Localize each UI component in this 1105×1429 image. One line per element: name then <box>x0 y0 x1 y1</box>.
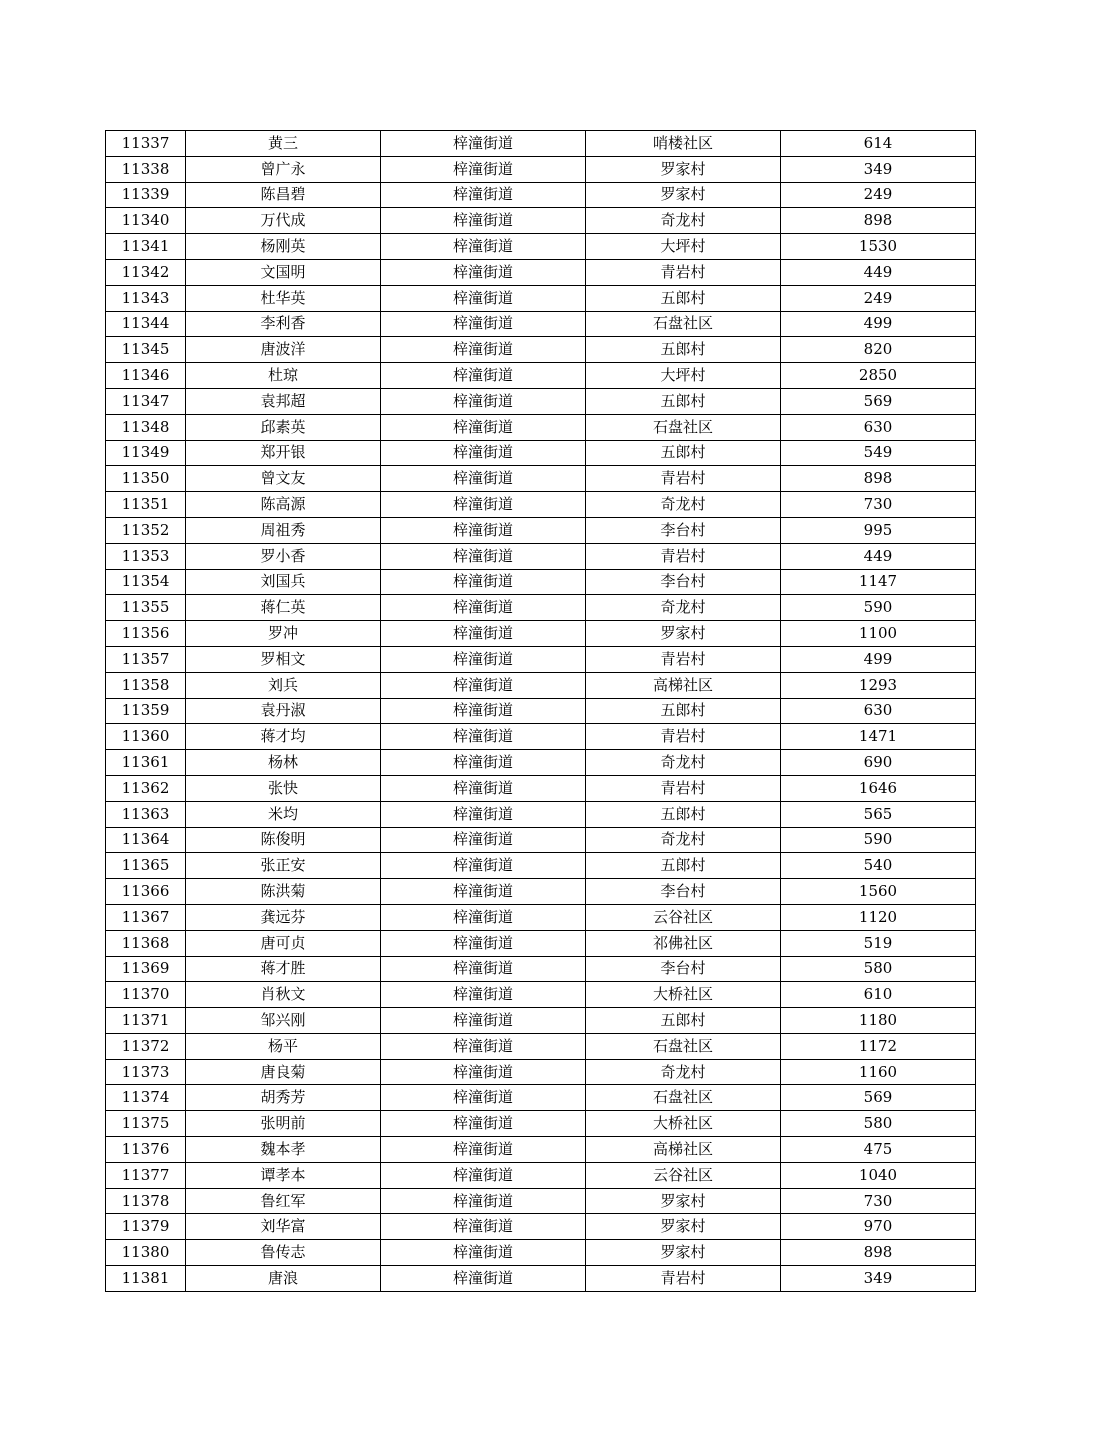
cell-name: 曾文友 <box>186 466 381 492</box>
cell-village: 奇龙村 <box>586 208 781 234</box>
cell-serial-number: 11378 <box>106 1188 186 1214</box>
cell-village: 五郎村 <box>586 440 781 466</box>
table-row <box>106 388 976 414</box>
cell-name: 谭孝本 <box>186 1162 381 1188</box>
cell-street: 梓潼街道 <box>381 750 586 776</box>
cell-amount: 449 <box>781 543 976 569</box>
cell-street: 梓潼街道 <box>381 982 586 1008</box>
cell-name: 杨林 <box>186 750 381 776</box>
cell-serial-number: 11371 <box>106 1008 186 1034</box>
cell-amount: 1530 <box>781 234 976 260</box>
cell-village: 祁佛社区 <box>586 930 781 956</box>
cell-village: 李台村 <box>586 569 781 595</box>
cell-street: 梓潼街道 <box>381 827 586 853</box>
cell-amount: 2850 <box>781 363 976 389</box>
cell-village: 石盘社区 <box>586 311 781 337</box>
cell-name: 杜琼 <box>186 363 381 389</box>
cell-village: 石盘社区 <box>586 1033 781 1059</box>
cell-village: 哨楼社区 <box>586 131 781 157</box>
cell-village: 石盘社区 <box>586 1085 781 1111</box>
cell-street: 梓潼街道 <box>381 1111 586 1137</box>
cell-serial-number: 11380 <box>106 1240 186 1266</box>
cell-name: 陈洪菊 <box>186 879 381 905</box>
cell-village: 奇龙村 <box>586 595 781 621</box>
table-row <box>106 259 976 285</box>
cell-name: 万代成 <box>186 208 381 234</box>
cell-village: 五郎村 <box>586 698 781 724</box>
cell-name: 袁邦超 <box>186 388 381 414</box>
cell-village: 五郎村 <box>586 388 781 414</box>
cell-amount: 730 <box>781 492 976 518</box>
table-row <box>106 827 976 853</box>
cell-village: 罗家村 <box>586 1188 781 1214</box>
cell-serial-number: 11352 <box>106 517 186 543</box>
table-row <box>106 517 976 543</box>
cell-street: 梓潼街道 <box>381 156 586 182</box>
cell-village: 五郎村 <box>586 337 781 363</box>
cell-serial-number: 11362 <box>106 775 186 801</box>
cell-street: 梓潼街道 <box>381 363 586 389</box>
cell-name: 罗小香 <box>186 543 381 569</box>
cell-name: 鲁红军 <box>186 1188 381 1214</box>
table-row <box>106 750 976 776</box>
cell-name: 张快 <box>186 775 381 801</box>
cell-village: 大坪村 <box>586 363 781 389</box>
cell-serial-number: 11356 <box>106 621 186 647</box>
cell-village: 罗家村 <box>586 182 781 208</box>
cell-street: 梓潼街道 <box>381 1240 586 1266</box>
cell-street: 梓潼街道 <box>381 801 586 827</box>
cell-serial-number: 11360 <box>106 724 186 750</box>
table-row <box>106 1059 976 1085</box>
cell-village: 青岩村 <box>586 724 781 750</box>
cell-name: 唐可贞 <box>186 930 381 956</box>
cell-amount: 898 <box>781 208 976 234</box>
table-row <box>106 595 976 621</box>
cell-street: 梓潼街道 <box>381 1266 586 1292</box>
cell-name: 米均 <box>186 801 381 827</box>
cell-serial-number: 11366 <box>106 879 186 905</box>
cell-village: 青岩村 <box>586 775 781 801</box>
cell-village: 奇龙村 <box>586 827 781 853</box>
table-row <box>106 1137 976 1163</box>
cell-name: 袁丹淑 <box>186 698 381 724</box>
table-row <box>106 930 976 956</box>
table-row <box>106 337 976 363</box>
cell-village: 五郎村 <box>586 1008 781 1034</box>
cell-serial-number: 11355 <box>106 595 186 621</box>
cell-serial-number: 11359 <box>106 698 186 724</box>
cell-serial-number: 11357 <box>106 646 186 672</box>
cell-amount: 1471 <box>781 724 976 750</box>
cell-amount: 590 <box>781 595 976 621</box>
cell-name: 魏本孝 <box>186 1137 381 1163</box>
cell-name: 唐良菊 <box>186 1059 381 1085</box>
cell-serial-number: 11353 <box>106 543 186 569</box>
table-row <box>106 904 976 930</box>
cell-street: 梓潼街道 <box>381 388 586 414</box>
cell-name: 肖秋文 <box>186 982 381 1008</box>
cell-name: 周祖秀 <box>186 517 381 543</box>
table-row <box>106 801 976 827</box>
cell-name: 唐浪 <box>186 1266 381 1292</box>
table-row <box>106 492 976 518</box>
cell-amount: 1040 <box>781 1162 976 1188</box>
cell-amount: 1100 <box>781 621 976 647</box>
cell-village: 云谷社区 <box>586 1162 781 1188</box>
cell-name: 曾广永 <box>186 156 381 182</box>
table-row <box>106 853 976 879</box>
table-row <box>106 1240 976 1266</box>
cell-serial-number: 11343 <box>106 285 186 311</box>
cell-street: 梓潼街道 <box>381 234 586 260</box>
cell-name: 陈高源 <box>186 492 381 518</box>
cell-serial-number: 11369 <box>106 956 186 982</box>
cell-name: 罗相文 <box>186 646 381 672</box>
cell-village: 奇龙村 <box>586 750 781 776</box>
cell-street: 梓潼街道 <box>381 904 586 930</box>
cell-village: 青岩村 <box>586 466 781 492</box>
cell-amount: 1180 <box>781 1008 976 1034</box>
cell-name: 龚远芬 <box>186 904 381 930</box>
cell-amount: 249 <box>781 285 976 311</box>
table-row <box>106 182 976 208</box>
cell-street: 梓潼街道 <box>381 492 586 518</box>
cell-street: 梓潼街道 <box>381 724 586 750</box>
cell-street: 梓潼街道 <box>381 621 586 647</box>
cell-serial-number: 11373 <box>106 1059 186 1085</box>
table-row <box>106 698 976 724</box>
cell-amount: 580 <box>781 1111 976 1137</box>
table-row <box>106 621 976 647</box>
cell-amount: 898 <box>781 1240 976 1266</box>
cell-village: 罗家村 <box>586 156 781 182</box>
cell-village: 高梯社区 <box>586 672 781 698</box>
cell-street: 梓潼街道 <box>381 414 586 440</box>
cell-name: 刘兵 <box>186 672 381 698</box>
cell-serial-number: 11358 <box>106 672 186 698</box>
cell-name: 张正安 <box>186 853 381 879</box>
cell-name: 文国明 <box>186 259 381 285</box>
cell-street: 梓潼街道 <box>381 440 586 466</box>
cell-serial-number: 11342 <box>106 259 186 285</box>
cell-amount: 898 <box>781 466 976 492</box>
table-row <box>106 156 976 182</box>
table-row <box>106 234 976 260</box>
cell-amount: 1560 <box>781 879 976 905</box>
cell-serial-number: 11354 <box>106 569 186 595</box>
cell-name: 张明前 <box>186 1111 381 1137</box>
cell-street: 梓潼街道 <box>381 259 586 285</box>
cell-amount: 475 <box>781 1137 976 1163</box>
cell-amount: 569 <box>781 1085 976 1111</box>
cell-amount: 449 <box>781 259 976 285</box>
cell-amount: 499 <box>781 311 976 337</box>
cell-amount: 1172 <box>781 1033 976 1059</box>
cell-name: 蒋仁英 <box>186 595 381 621</box>
cell-street: 梓潼街道 <box>381 337 586 363</box>
cell-street: 梓潼街道 <box>381 182 586 208</box>
cell-amount: 540 <box>781 853 976 879</box>
cell-village: 罗家村 <box>586 1214 781 1240</box>
cell-name: 邹兴刚 <box>186 1008 381 1034</box>
cell-village: 石盘社区 <box>586 414 781 440</box>
cell-name: 刘华富 <box>186 1214 381 1240</box>
cell-serial-number: 11337 <box>106 131 186 157</box>
cell-name: 蒋才胜 <box>186 956 381 982</box>
cell-amount: 690 <box>781 750 976 776</box>
cell-amount: 249 <box>781 182 976 208</box>
cell-street: 梓潼街道 <box>381 595 586 621</box>
cell-village: 李台村 <box>586 879 781 905</box>
cell-serial-number: 11348 <box>106 414 186 440</box>
cell-amount: 630 <box>781 698 976 724</box>
cell-serial-number: 11350 <box>106 466 186 492</box>
cell-village: 青岩村 <box>586 543 781 569</box>
cell-street: 梓潼街道 <box>381 930 586 956</box>
cell-village: 青岩村 <box>586 1266 781 1292</box>
cell-street: 梓潼街道 <box>381 853 586 879</box>
cell-village: 罗家村 <box>586 621 781 647</box>
table-row <box>106 363 976 389</box>
table-row <box>106 466 976 492</box>
cell-street: 梓潼街道 <box>381 1059 586 1085</box>
cell-name: 罗冲 <box>186 621 381 647</box>
cell-amount: 549 <box>781 440 976 466</box>
table-row <box>106 724 976 750</box>
cell-serial-number: 11344 <box>106 311 186 337</box>
cell-amount: 995 <box>781 517 976 543</box>
table-row <box>106 646 976 672</box>
cell-serial-number: 11363 <box>106 801 186 827</box>
cell-amount: 590 <box>781 827 976 853</box>
cell-village: 云谷社区 <box>586 904 781 930</box>
table-row <box>106 569 976 595</box>
table-row <box>106 672 976 698</box>
cell-serial-number: 11379 <box>106 1214 186 1240</box>
cell-serial-number: 11375 <box>106 1111 186 1137</box>
table-row <box>106 131 976 157</box>
cell-serial-number: 11341 <box>106 234 186 260</box>
table-row <box>106 543 976 569</box>
table-row <box>106 1266 976 1292</box>
cell-amount: 630 <box>781 414 976 440</box>
cell-street: 梓潼街道 <box>381 698 586 724</box>
cell-street: 梓潼街道 <box>381 1137 586 1163</box>
cell-village: 李台村 <box>586 956 781 982</box>
cell-street: 梓潼街道 <box>381 646 586 672</box>
cell-village: 奇龙村 <box>586 492 781 518</box>
cell-serial-number: 11338 <box>106 156 186 182</box>
cell-amount: 580 <box>781 956 976 982</box>
cell-street: 梓潼街道 <box>381 1214 586 1240</box>
cell-amount: 820 <box>781 337 976 363</box>
cell-name: 杨刚英 <box>186 234 381 260</box>
table-row <box>106 208 976 234</box>
table-row <box>106 775 976 801</box>
cell-village: 罗家村 <box>586 1240 781 1266</box>
table-row <box>106 1188 976 1214</box>
cell-street: 梓潼街道 <box>381 775 586 801</box>
table-row <box>106 956 976 982</box>
cell-name: 鲁传志 <box>186 1240 381 1266</box>
cell-street: 梓潼街道 <box>381 879 586 905</box>
cell-amount: 519 <box>781 930 976 956</box>
cell-street: 梓潼街道 <box>381 517 586 543</box>
cell-street: 梓潼街道 <box>381 131 586 157</box>
cell-serial-number: 11364 <box>106 827 186 853</box>
cell-amount: 614 <box>781 131 976 157</box>
cell-amount: 569 <box>781 388 976 414</box>
cell-village: 高梯社区 <box>586 1137 781 1163</box>
cell-serial-number: 11365 <box>106 853 186 879</box>
table-row <box>106 1214 976 1240</box>
cell-amount: 349 <box>781 156 976 182</box>
cell-amount: 349 <box>781 1266 976 1292</box>
table-row <box>106 1008 976 1034</box>
cell-amount: 499 <box>781 646 976 672</box>
cell-serial-number: 11347 <box>106 388 186 414</box>
cell-amount: 1120 <box>781 904 976 930</box>
cell-name: 李利香 <box>186 311 381 337</box>
cell-street: 梓潼街道 <box>381 285 586 311</box>
table-row <box>106 1111 976 1137</box>
table-row <box>106 1033 976 1059</box>
cell-amount: 1160 <box>781 1059 976 1085</box>
cell-name: 黄三 <box>186 131 381 157</box>
cell-amount: 610 <box>781 982 976 1008</box>
table-row <box>106 1162 976 1188</box>
cell-street: 梓潼街道 <box>381 1008 586 1034</box>
cell-name: 陈昌碧 <box>186 182 381 208</box>
cell-amount: 730 <box>781 1188 976 1214</box>
cell-name: 杜华英 <box>186 285 381 311</box>
cell-street: 梓潼街道 <box>381 1085 586 1111</box>
cell-amount: 1646 <box>781 775 976 801</box>
cell-street: 梓潼街道 <box>381 311 586 337</box>
roster-table-body <box>106 131 976 1292</box>
cell-serial-number: 11368 <box>106 930 186 956</box>
cell-name: 邱素英 <box>186 414 381 440</box>
cell-serial-number: 11372 <box>106 1033 186 1059</box>
cell-street: 梓潼街道 <box>381 466 586 492</box>
table-row <box>106 879 976 905</box>
cell-serial-number: 11339 <box>106 182 186 208</box>
cell-village: 大桥社区 <box>586 1111 781 1137</box>
cell-name: 唐波洋 <box>186 337 381 363</box>
cell-street: 梓潼街道 <box>381 1033 586 1059</box>
cell-street: 梓潼街道 <box>381 672 586 698</box>
cell-serial-number: 11346 <box>106 363 186 389</box>
cell-village: 青岩村 <box>586 259 781 285</box>
table-row <box>106 414 976 440</box>
roster-table <box>105 130 976 1292</box>
cell-serial-number: 11349 <box>106 440 186 466</box>
table-row <box>106 440 976 466</box>
cell-serial-number: 11361 <box>106 750 186 776</box>
cell-village: 五郎村 <box>586 853 781 879</box>
cell-street: 梓潼街道 <box>381 1188 586 1214</box>
cell-serial-number: 11367 <box>106 904 186 930</box>
cell-name: 蒋才均 <box>186 724 381 750</box>
cell-serial-number: 11376 <box>106 1137 186 1163</box>
cell-street: 梓潼街道 <box>381 208 586 234</box>
cell-village: 李台村 <box>586 517 781 543</box>
cell-serial-number: 11381 <box>106 1266 186 1292</box>
cell-street: 梓潼街道 <box>381 956 586 982</box>
cell-serial-number: 11345 <box>106 337 186 363</box>
cell-village: 大坪村 <box>586 234 781 260</box>
cell-name: 郑开银 <box>186 440 381 466</box>
cell-amount: 1293 <box>781 672 976 698</box>
cell-serial-number: 11340 <box>106 208 186 234</box>
cell-street: 梓潼街道 <box>381 1162 586 1188</box>
cell-amount: 1147 <box>781 569 976 595</box>
table-row <box>106 285 976 311</box>
cell-name: 杨平 <box>186 1033 381 1059</box>
cell-village: 大桥社区 <box>586 982 781 1008</box>
cell-serial-number: 11377 <box>106 1162 186 1188</box>
table-row <box>106 311 976 337</box>
table-row <box>106 1085 976 1111</box>
cell-street: 梓潼街道 <box>381 569 586 595</box>
cell-serial-number: 11374 <box>106 1085 186 1111</box>
cell-amount: 565 <box>781 801 976 827</box>
cell-village: 奇龙村 <box>586 1059 781 1085</box>
cell-serial-number: 11370 <box>106 982 186 1008</box>
cell-village: 青岩村 <box>586 646 781 672</box>
cell-name: 陈俊明 <box>186 827 381 853</box>
cell-name: 刘国兵 <box>186 569 381 595</box>
cell-name: 胡秀芳 <box>186 1085 381 1111</box>
cell-street: 梓潼街道 <box>381 543 586 569</box>
cell-serial-number: 11351 <box>106 492 186 518</box>
cell-village: 五郎村 <box>586 801 781 827</box>
cell-village: 五郎村 <box>586 285 781 311</box>
table-row <box>106 982 976 1008</box>
cell-amount: 970 <box>781 1214 976 1240</box>
